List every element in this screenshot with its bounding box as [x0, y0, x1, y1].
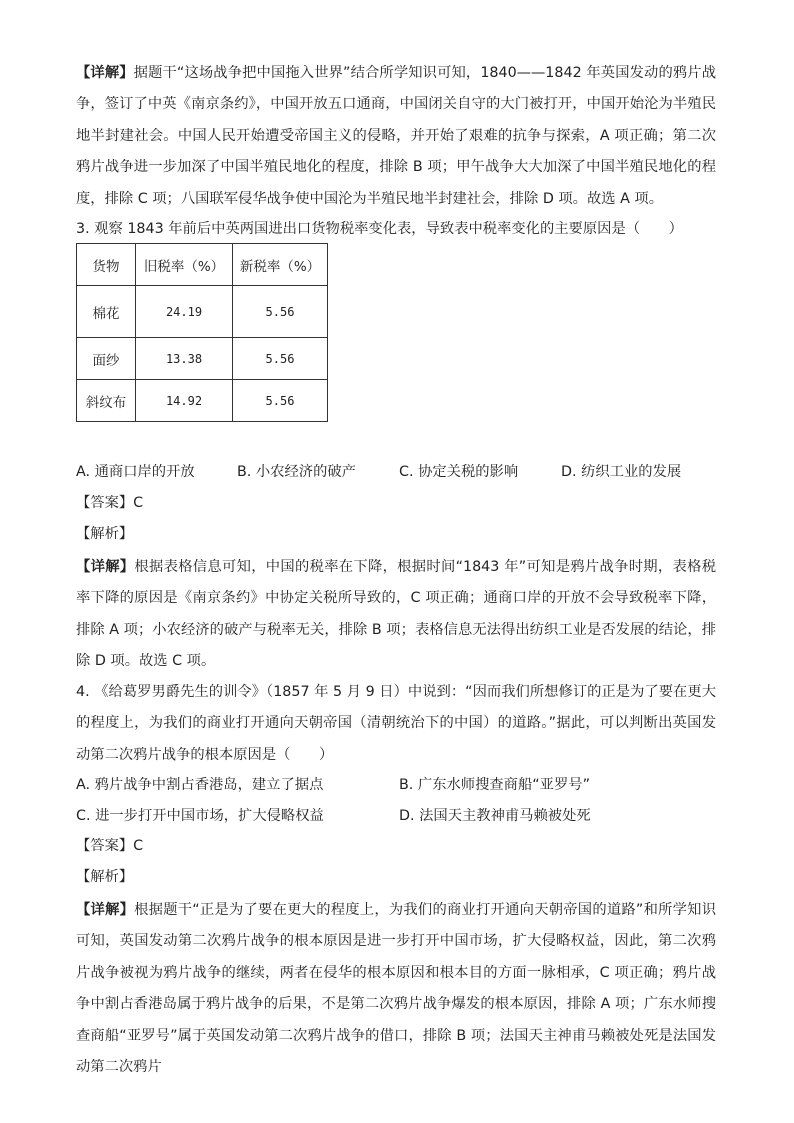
table-header-row: [77, 244, 328, 286]
table-header-cell: 货物: [77, 244, 136, 286]
q4-option-b: B. 广东水师搜查商船“亚罗号”: [399, 777, 590, 793]
q4-explain-text: 根据题干“正是为了要在更大的程度上，为我们的商业打开通向天朝帝国的道路”和所学知识可知，英国发动第二次鸦片战争的根本原因是进一步打开中国市场，扩大侵略权益，因此，第二次鸦片战争被视为鸦片战争的继续，两者在侵华的根本原因和根本目的方面一脉相承，C 项正确；鸦片战争中割占香港岛属于鸦片战争的后果，不是第二次鸦片战争爆发的根本原因，排除 A 项；广东水师搜查商船“亚罗号”属于英国发动第二次鸦片战争的借口，排除 B 项；法国天主神甫马赖被处死是法国发动第二次鸦片: [76, 902, 717, 1076]
q4-explain-tag: 【详解】: [76, 902, 135, 918]
q3-option-c: C. 协定关税的影响: [399, 464, 519, 480]
table-row: [77, 286, 328, 338]
table-cell-old-rate: 13.38: [136, 338, 233, 380]
tax-rate-table: [76, 243, 328, 422]
table-cell-new-rate: 5.56: [233, 338, 328, 380]
q2-explain-text: 据题干“这场战争把中国拖入世界”结合所学知识可知，1840——1842 年英国发动的鸦片战争，签订了中英《南京条约》，中国开放五口通商，中国闭关自守的大门被打开，中国开始沦为半殖民地半封建社会。中国人民开始遭受帝国主义的侵略，并开始了艰难的抗争与探索，A 项正确；第二次鸦片战争进一步加深了中国半殖民地化的程度，排除 B 项；甲午战争大大加深了中国半殖民地化的程度，排除 C 项；八国联军侵华战争使中国沦为半殖民地半封建社会，排除 D 项。故选 A 项。: [76, 65, 716, 207]
q4-option-c: C. 进一步打开中国市场，扩大侵略权益: [76, 808, 324, 824]
q4-answer: 【答案】C: [76, 838, 144, 854]
q4-option-a: A. 鸦片战争中割占香港岛，建立了据点: [76, 777, 324, 793]
table-cell-goods: 棉花: [77, 286, 136, 338]
table-header-cell: 旧税率（%）: [136, 244, 233, 286]
q4-option-d: D. 法国天主教神甫马赖被处死: [399, 808, 591, 824]
q3-explain-tag: 【详解】: [76, 559, 135, 575]
q4-analysis-label: 【解析】: [76, 869, 134, 885]
q3-option-a: A. 通商口岸的开放: [76, 464, 195, 480]
q3-explain-text: 根据表格信息可知，中国的税率在下降，根据时间“1843 年”可知是鸦片战争时期，表格税率下降的原因是《南京条约》中协定关税所导致的，C 项正确；通商口岸的开放不会导致税率下降，排除 A 项；小农经济的破产与税率无关，排除 B 项；表格信息无法得出纺织工业是否发展的结论，排除 D 项。故选 C 项。: [76, 559, 717, 670]
table-cell-new-rate: 5.56: [233, 380, 328, 422]
q2-explain-tag: 【详解】: [76, 65, 134, 81]
q3-explanation: [76, 552, 716, 678]
q4-explanation: [76, 895, 716, 1083]
table-header-cell: 新税率（%）: [233, 244, 328, 286]
q3-stem: 3. 观察 1843 年前后中英两国进出口货物税率变化表，导致表中税率变化的主要原因是（ ）: [76, 221, 683, 237]
table-cell-old-rate: 14.92: [136, 380, 233, 422]
q3-answer: 【答案】C: [76, 495, 144, 511]
q3-option-b: B. 小农经济的破产: [237, 464, 356, 480]
table-cell-new-rate: 5.56: [233, 286, 328, 338]
table-cell-old-rate: 24.19: [136, 286, 233, 338]
q3-analysis-label: 【解析】: [76, 526, 134, 542]
table-cell-goods: 面纱: [77, 338, 136, 380]
table-row: [77, 380, 328, 422]
table-row: [77, 338, 328, 380]
q2-explanation: [76, 58, 716, 215]
q4-stem: 4. 《给葛罗男爵先生的训令》（1857 年 5 月 9 日）中说到：“因而我们所想修订的正是为了要在更大的程度上，为我们的商业打开通向天朝帝国（清朝统治下的中国）的道路。”据此，可以判断出英国发动第二次鸦片战争的根本原因是（ ）: [76, 684, 716, 763]
table-cell-goods: 斜纹布: [77, 380, 136, 422]
q3-option-d: D. 纺织工业的发展: [561, 464, 682, 480]
